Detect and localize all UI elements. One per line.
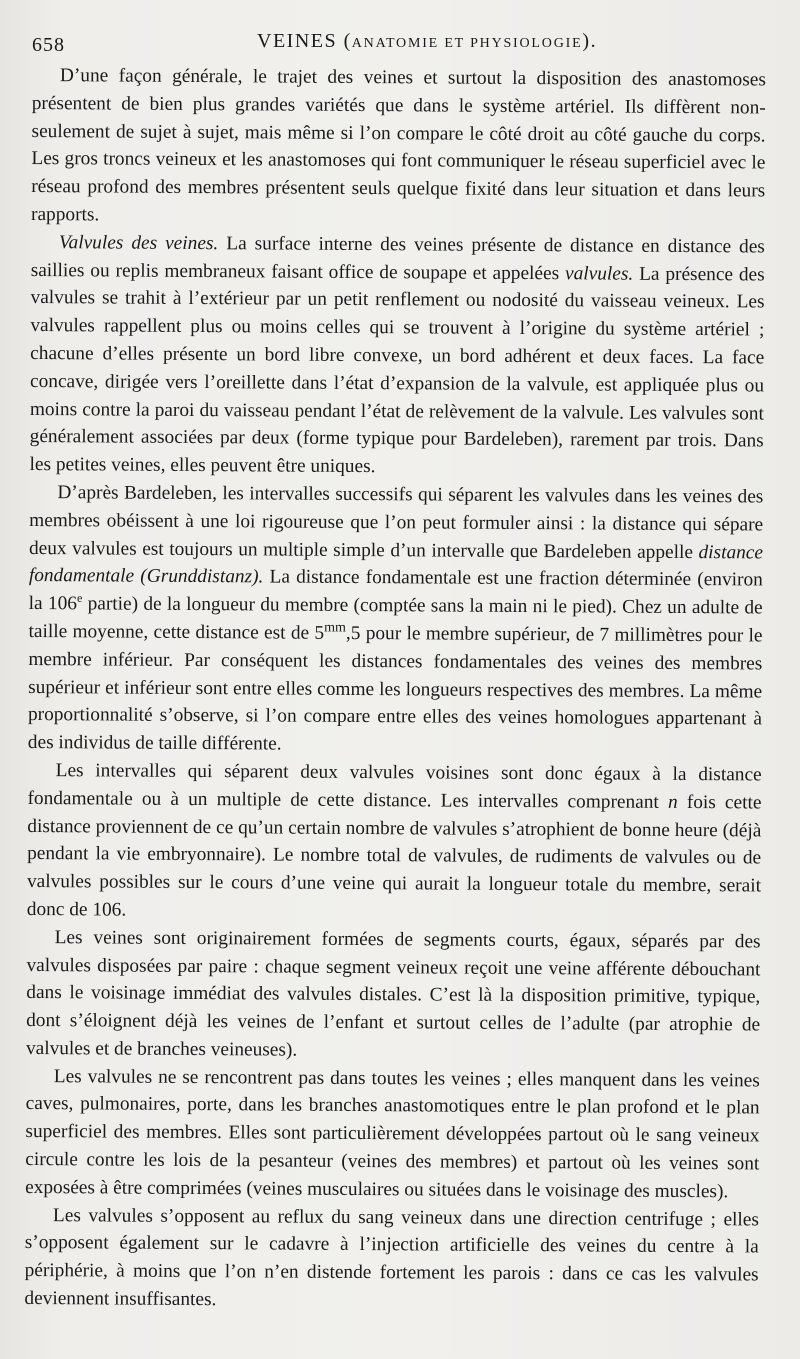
running-title-end: ). <box>582 30 598 52</box>
running-title-main: VEINES ( <box>257 30 352 52</box>
paragraph-valves-part-b: La présence des valvules se trahit à l’extérieur par un petit renflement ou nodosité du vaisseau veineux. Les valvules rappellent plus ou moins celles qui se trouvent à l’origine du système artériel ; chacune d’elles présente un bord libre convexe, un bord adhérent et deux faces. La face concave, dirigée vers l’oreillette dans l’état d’expansion de la valvule, est appliquée plus ou moins contre la paroi du vaisseau pendant l’état de relèvement de la valvule. Les valvules sont généralement associées par deux (forme typique pour Bardeleben), rarement par trois. Dans les petites veines, elles peuvent être uniques. <box>29 263 765 478</box>
paragraph-segments: Les veines sont originairement formées de segments courts, égaux, séparés par des valvules disposées par paire : chaque segment veineux reçoit une veine afférente débouchant dans le voisinage immédiat des valvules distales. C’est là la disposition primitive, typique, dont s’éloignent déjà les veines de l’enfant et surtout celles de l’adulte (par atrophie de valvules et de branches veineuses). <box>25 926 761 1061</box>
page-number: 658 <box>32 34 65 56</box>
paragraph-intervals-part-b: fois cette distance proviennent de ce qu’un certain nombre de valvules s’atrophient de bonne heure (déjà pendant la vie embryonnaire). Le nombre total de valvules, de rudiments de valvules ou de valvules possibles sur le cours d’une veine qui aurait la longueur totale du membre, serait donc de 106. <box>26 791 762 921</box>
page-header <box>32 24 766 60</box>
paragraph-absence: Les valvules ne se rencontrent pas dans toutes les veines ; elles manquent dans les veines caves, pulmonaires, porte, dans les branches anastomotiques entre le plan profond et le plan superficiel des membres. Elles sont particulièrement développées partout où le sang veineux circule contre les lois de la pesanteur (veines des membres) et partout où les veines sont exposées à être comprimées (veines musculaires ou situées dans le voisinage des muscles). <box>25 1065 760 1203</box>
paragraph-general-course: D’une façon générale, le trajet des veines et surtout la disposition des anastomoses présentent de bien plus grandes variétés que dans le système artériel. Ils diffèrent non-seulement de sujet à sujet, mais même si l’on compare le côté droit au côté gauche du corps. Les gros troncs veineux et les anastomoses qui font communiquer le réseau superficiel avec le réseau profond des membres présentent seuls quelque fixité dans leur situation et dans leurs rapports. <box>31 65 766 226</box>
running-title-subtitle: ANATOMIE ET PHYSIOLOGIE <box>351 36 583 51</box>
paragraph-bardeleben-part-d: ,5 pour le membre supérieur, de 7 millimètres pour le membre inférieur. Par conséquent les distances fondamentales des veines des membres supérieur et inférieur sont entre elles comme les longueurs respectives des membres. La même proportionnalité s’observe, si l’on compare entre elles des veines homologues appartenant à des individus de taille différente. <box>27 622 763 755</box>
running-title <box>257 30 597 53</box>
paragraph-bardeleben <box>28 479 764 761</box>
superscript-mm: mm <box>324 620 346 636</box>
paragraph-reflux: Les valvules s’opposent au reflux du sang veineux dans une direction centrifuge ; elles s’opposent également sur le cadavre à l’injection artificielle des veines du centre à la périphérie, à moins que l’on n’en distende fortement les parois : dans ce cas les valvules deviennent insuffisantes. <box>24 1204 760 1311</box>
term-valvules: valvules. <box>564 262 634 285</box>
paragraph-valves-part-a: La surface interne des veines présente de distance en distance des saillies ou replis membraneux faisant office de soupape et appelées <box>30 232 765 284</box>
paragraph-intervals-part-a: Les intervalles qui séparent deux valvules voisines sont donc égaux à la distance fondamentale ou à un multiple de cette distance. Les intervalles comprenant <box>27 760 762 813</box>
paragraph-bardeleben-part-b: La distance fondamentale est une fraction déterminée (environ la 106 <box>28 566 763 615</box>
section-heading-valves: Valvules des veines. <box>58 231 219 254</box>
term-distance-fondamentale: distance fondamentale (Grunddistanz). <box>28 541 764 588</box>
paragraph-bardeleben-part-a: D’après Bardeleben, les intervalles successifs qui séparent les valvules dans les veines des membres obéissent à une loi rigoureuse que l’on peut formuler ainsi : la distance qui sépare deux valvules est toujours un multiple simple d’un intervalle que Bardeleben appelle <box>28 482 764 563</box>
paragraph-intervals <box>27 757 762 928</box>
variable-n: n <box>667 791 678 813</box>
paragraph-valves <box>29 229 765 484</box>
body-text <box>24 62 766 1317</box>
superscript-e: e <box>76 590 83 606</box>
paragraph-bardeleben-part-c: partie) de la longueur du membre (comptée sans la main ni le pied). Chez un adulte de taille moyenne, cette distance est de 5 <box>28 593 763 644</box>
